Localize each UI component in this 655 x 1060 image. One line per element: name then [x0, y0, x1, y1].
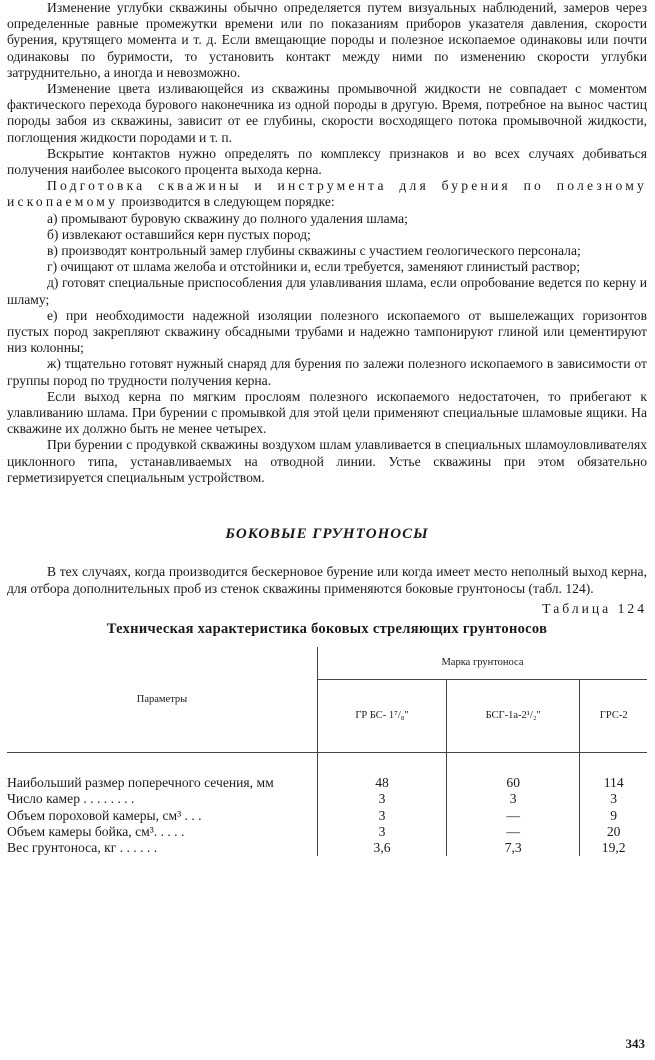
- row-value: 48: [318, 753, 447, 792]
- column-header: ГР БС- 1⁷/₈": [318, 680, 447, 753]
- row-value: 9: [610, 807, 618, 823]
- row-param: Объем пороховой камеры, см³ . . .: [7, 808, 318, 824]
- row-param: Наибольший размер поперечного сечения, мм: [7, 753, 318, 792]
- row-value: 3,6: [318, 840, 447, 856]
- list-item-e: е) при необходимости надежной изоляции полезного ископаемого от вышележащих горизонтов пустых пород закрепляют скважину обсадными трубами и надежно тампонируют глиной или цементируют низ колонны;: [7, 307, 647, 356]
- list-item-d: д) готовят специальные приспособления для улавливания шлама, если опробование ведется по керну и шламу;: [7, 275, 647, 307]
- list-item-b: б) извлекают оставшийся керн пустых пород;: [47, 226, 311, 242]
- row-value: 114: [603, 775, 624, 791]
- row-value: 3: [318, 791, 447, 807]
- table-row: [7, 753, 647, 792]
- table-row: [7, 824, 647, 840]
- row-param: Объем камеры бойка, см³. . . . .: [7, 824, 318, 840]
- table-label: Таблица 124: [542, 600, 647, 616]
- list-item-zh: ж) тщательно готовят нужный снаряд для бурения по залежи полезного ископаемого в зависимости от группы пород по трудности получения керна.: [7, 356, 647, 388]
- row-value: 19,2: [601, 839, 626, 855]
- row-value: 7,3: [447, 840, 580, 856]
- preparation-heading-spaced: Подготовка скважины и инструмента для бурения по полезному ископаемому: [7, 178, 647, 210]
- row-param: Число камер . . . . . . . .: [7, 791, 318, 807]
- section-intro: В тех случаях, когда производится бескерновое бурение или когда имеет место неполный выход керна, для отбора дополнительных проб из стенок скважины применяются боковые грунтоносы (табл. 124).: [7, 564, 647, 596]
- list-item-g: г) очищают от шлама желоба и отстойники и, если требуется, заменяют глинистый раствор;: [47, 259, 581, 275]
- group-header: Марка грунтоноса: [318, 647, 648, 680]
- preparation-heading: [7, 178, 647, 210]
- paragraph-4: Если выход керна по мягким прослоям полезного ископаемого недостаточен, то прибегают к улавливанию шлама. При бурении с промывкой для этой цели применяют специальные шламовые ящики. На скважине их должно быть не менее четырех.: [7, 388, 647, 437]
- row-value: —: [447, 824, 580, 840]
- row-value: 20: [606, 823, 621, 839]
- document-page: [7, 0, 647, 856]
- section-title: БОКОВЫЕ ГРУНТОНОСЫ: [225, 526, 429, 543]
- table-row: [7, 808, 647, 824]
- spec-table: [7, 647, 647, 856]
- column-header: ГРС-2: [580, 680, 647, 753]
- page-number: 343: [625, 1036, 645, 1051]
- list-item-v: в) производят контрольный замер глубины скважины с участием геологического персонала;: [47, 243, 581, 259]
- param-header: Параметры: [7, 647, 318, 753]
- table-row: [7, 791, 647, 807]
- row-param: Вес грунтоноса, кг . . . . . .: [7, 840, 318, 856]
- column-header: БСГ-1а-2¹/₂": [447, 680, 580, 753]
- paragraph-2: Изменение цвета изливающейся из скважины промывочной жидкости не совпадает с моментом фактического перехода бурового наконечника из одной породы в другую. Время, потребное на вынос частиц породы забоя из скважины, зависит от ее глубины, скорости восходящего потока промывочной жидкости, поглощения жидкости породами и т. п.: [7, 81, 647, 145]
- preparation-heading-rest: производится в следующем порядке:: [118, 194, 335, 210]
- row-value: 3: [318, 824, 447, 840]
- list-item-a: а) промывают буровую скважину до полного удаления шлама;: [47, 210, 408, 226]
- row-value: 3: [610, 791, 618, 807]
- paragraph-3: Вскрытие контактов нужно определять по комплексу признаков и во всех случаях добиваться получения наиболее высокого процента выхода керна.: [7, 145, 647, 178]
- table-row: [7, 840, 647, 856]
- row-value: —: [447, 808, 580, 824]
- row-value: 60: [447, 753, 580, 792]
- paragraph-1: Изменение углубки скважины обычно определяется путем визуальных наблюдений, замеров через определенные равные промежутки времени или по показаниям приборов указателя давления, скорости бурения, крутящего момента и т. д. Если вмещающие породы и полезное ископаемое одинаковы или почти одинаковы по буримости, то установить контакт между ними по изменению скорости углубки затруднительно, а иногда и невозможно.: [7, 0, 647, 80]
- row-value: 3: [318, 808, 447, 824]
- table-title: Техническая характеристика боковых стреляющих грунтоносов: [106, 620, 548, 637]
- paragraph-5: При бурении с продувкой скважины воздухом шлам улавливается в специальных шламоуловливателях циклонного типа, устанавливаемых на отводной линии. Устье скважины при этом обязательно герметизируется специальным устройством.: [7, 437, 647, 485]
- row-value: 3: [447, 791, 580, 807]
